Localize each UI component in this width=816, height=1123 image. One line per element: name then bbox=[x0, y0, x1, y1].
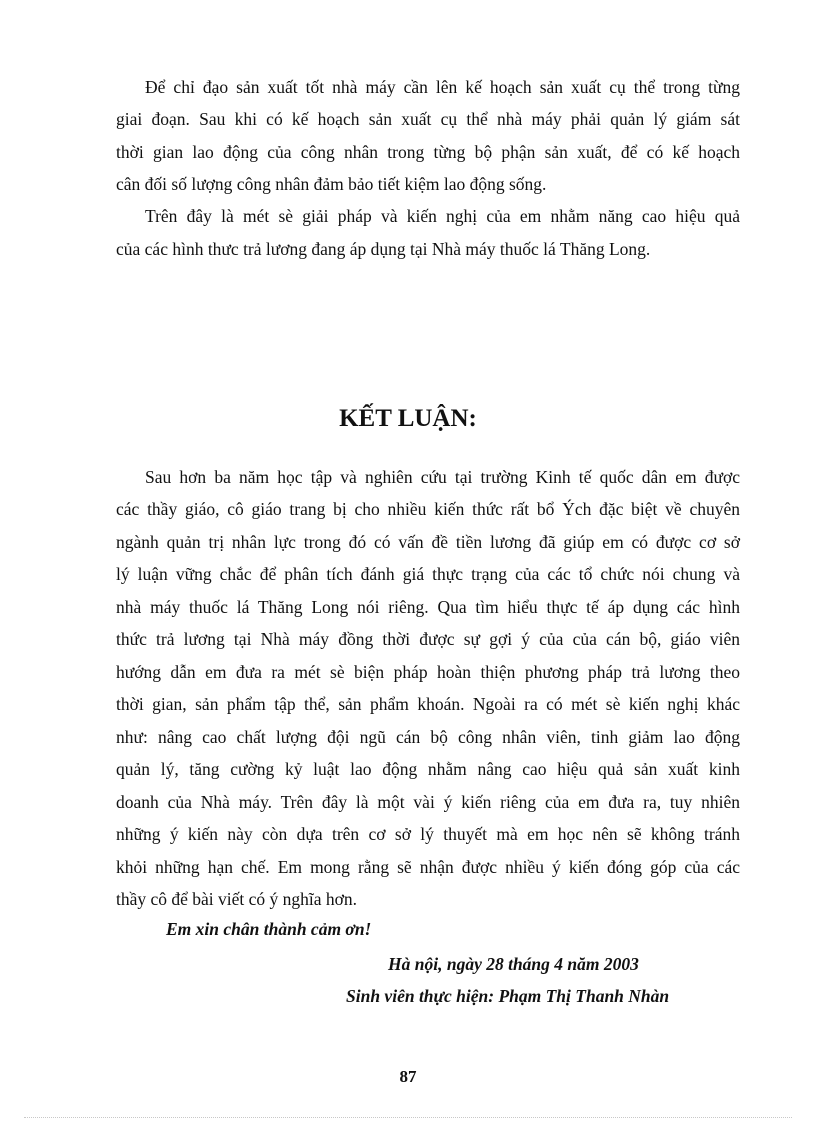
intro-line: Trên đây là mét sè giải pháp và kiến nghị của em nhằm năng cao hiệu quả bbox=[145, 206, 740, 226]
page-bottom-divider bbox=[24, 1117, 792, 1118]
conclusion-line: những ý kiến này còn dựa trên cơ sở lý thuyết mà em học nên sẽ không tránh bbox=[116, 824, 740, 844]
intro-line: Để chỉ đạo sản xuất tốt nhà máy cần lên kế hoạch sản xuất cụ thể trong từng bbox=[145, 77, 740, 97]
conclusion-line: hướng dẫn em đưa ra mét sè biện pháp hoàn thiện phương pháp trả lương theo bbox=[116, 662, 740, 682]
conclusion-line: thời gian, sản phẩm tập thể, sản phẩm khoán. Ngoài ra có mét sè kiến nghị khác bbox=[116, 694, 740, 714]
conclusion-line: các thầy giáo, cô giáo trang bị cho nhiều kiến thức rất bổ Ých đặc biệt về chuyên bbox=[116, 499, 740, 519]
conclusion-line: thức trả lương tại Nhà máy đồng thời được sự gợi ý của của cán bộ, giáo viên bbox=[116, 629, 740, 649]
conclusion-line: quản lý, tăng cường kỷ luật lao động nhằm nâng cao hiệu quả sản xuất kinh bbox=[116, 759, 740, 779]
closing-date: Hà nội, ngày 28 tháng 4 năm 2003 bbox=[388, 954, 639, 974]
intro-line: cân đối số lượng công nhân đảm bảo tiết kiệm lao động sống. bbox=[116, 174, 547, 194]
intro-line: giai đoạn. Sau khi có kế hoạch sản xuất cụ thể nhà máy phải quản lý giám sát bbox=[116, 109, 740, 129]
conclusion-heading: KẾT LUẬN: bbox=[339, 405, 477, 432]
conclusion-line: doanh của Nhà máy. Trên đây là một vài ý kiến riêng của em đưa ra, tuy nhiên bbox=[116, 792, 740, 812]
conclusion-line: ngành quản trị nhân lực trong đó có vấn đề tiền lương đã giúp em có được cơ sở bbox=[116, 532, 740, 552]
conclusion-line: khỏi những hạn chế. Em mong rằng sẽ nhận được nhiều ý kiến đóng góp của các bbox=[116, 857, 740, 877]
conclusion-line: Sau hơn ba năm học tập và nghiên cứu tại trường Kinh tế quốc dân em được bbox=[145, 467, 740, 487]
intro-line: thời gian lao động của công nhân trong từng bộ phận sản xuất, để có kế hoạch bbox=[116, 142, 740, 162]
page-number: 87 bbox=[399, 1067, 417, 1086]
conclusion-line: như: nâng cao chất lượng đội ngũ cán bộ công nhân viên, tinh giảm lao động bbox=[116, 727, 740, 747]
intro-line: của các hình thưc trả lương đang áp dụng tại Nhà máy thuốc lá Thăng Long. bbox=[116, 239, 651, 259]
closing-thanks: Em xin chân thành cảm ơn! bbox=[166, 919, 372, 939]
conclusion-line: lý luận vững chắc để phân tích đánh giá thực trạng của các tổ chức nói chung và bbox=[116, 564, 740, 584]
conclusion-line: nhà máy thuốc lá Thăng Long nói riêng. Qua tìm hiểu thực tế áp dụng các hình bbox=[116, 597, 740, 617]
closing-author: Sinh viên thực hiện: Phạm Thị Thanh Nhàn bbox=[346, 986, 670, 1006]
conclusion-line: thầy cô để bài viết có ý nghĩa hơn. bbox=[116, 889, 358, 909]
